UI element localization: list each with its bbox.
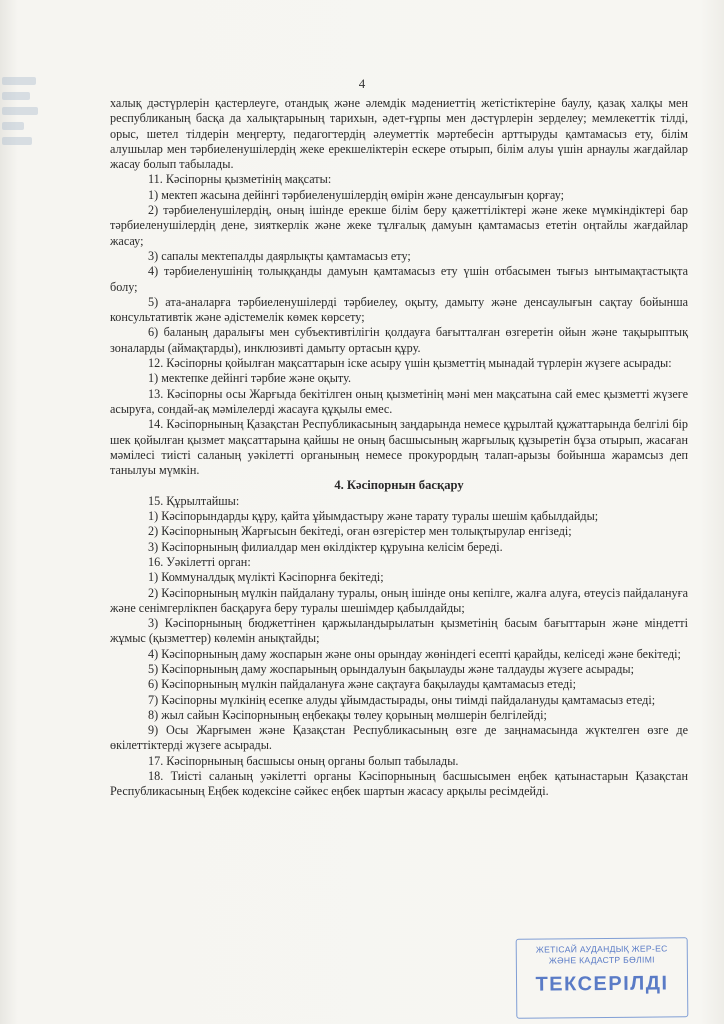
paragraph: 9) Осы Жарғымен және Қазақстан Республикасының өзге де заңнамасында жүктелген өзге де өкілеттіктерді жүзеге асырады. [110, 723, 688, 753]
margin-stamp-fragment [0, 70, 40, 220]
paragraph: 4) Кәсіпорнының даму жоспарын және оны орындау жөніндегі есепті қарайды, келіседі және бекітеді; [148, 646, 681, 661]
paragraph: халық дәстүрлерін қастерлеуге, отандық және әлемдік мәдениеттің жетістіктеріне баулу, қазақ халқы мен республиканың басқа да халықтарының тарихын, әдет-ғұрпы мен дәстүрлерін зерделеу; мемлекеттік тілді, орыс, шетел тілдерін меңгерту, педагогтердің әлеуметтік мәртебесін арттыруды қамтамасыз ету, білім алушылар мен тәрбиеленушілердің жеке ерекшеліктерін ескере отырып, білім алуы үшін арнаулы жағдайлар жасау болып табылады. [110, 96, 688, 172]
page-number: 4 [358, 76, 366, 91]
paragraph: 16. Уәкілетті орган: [148, 554, 251, 569]
paragraph: 15. Құрылтайшы: [148, 493, 240, 508]
paragraph: 1) Кәсіпорындарды құру, қайта ұйымдастыру және тарату туралы шешім қабылдайды; [148, 509, 599, 524]
paragraph: 6) Кәсіпорнының мүлкін пайдалануға және сақтауға бақылауды қамтамасыз етеді; [148, 677, 576, 692]
paragraph: 7) Кәсіпорны мүлкінің есепке алуды ұйымдастырады, оны тиімді пайдалануды қамтамасыз етеді; [148, 692, 656, 707]
paragraph: 13. Кәсіпорны осы Жарғыда бекітілген оның қызметінің мәні мен мақсатына сай емес қызметті жүзеге асыруға, сондай-ақ мәмілелерді жасауға құқылы емес. [110, 386, 688, 416]
document-body [110, 96, 688, 800]
paragraph: 11. Кәсіпорны қызметінің мақсаты: [148, 172, 332, 187]
paragraph: 17. Кәсіпорнының басшысы оның органы болып табылады. [148, 753, 459, 768]
paragraph: 18. Тиісті саланың уәкілетті органы Кәсіпорнының басшысымен еңбек қатынастарын Қазақстан Республикасының Еңбек кодексіне сәйкес еңбек шартын жасасу арқылы ресімдейді. [110, 769, 688, 799]
paragraph: 5) Кәсіпорнының даму жоспарының орындалуын бақылауды және талдауды жүзеге асырады; [148, 661, 634, 676]
paragraph: 8) жыл сайын Кәсіпорнының еңбекақы төлеу қорының мөлшерін белгілейді; [148, 707, 547, 722]
paragraph: 1) мектепке дейінгі тәрбие және оқыту. [148, 371, 351, 386]
paragraph: 2) Кәсіпорнының Жарғысын бекітеді, оған өзгерістер мен толықтырулар енгізеді; [148, 524, 572, 539]
paragraph: 1) Коммуналдық мүлікті Кәсіпорнға бекітеді; [148, 570, 384, 585]
paragraph: 6) баланың даралығы мен субъективтілігін қолдауға бағытталған өзгеретін ойын және тақырыптық зоналарды (аймақтарды), инклюзивті дамыту ортасын құру. [110, 325, 688, 355]
stamp-line-2: ЖӘНЕ КАДАСТР БӨЛІМІ [548, 954, 655, 966]
paragraph: 1) мектеп жасына дейінгі тәрбиеленушілердің өмірін және денсаулығын қорғау; [148, 187, 565, 202]
paragraph: 2) тәрбиеленушілердің, оның ішінде ерекше білім беру қажеттіліктері және жеке мүмкіндіктері бар тәрбиеленушілердің дене, зияткерлік және жеке тұлғалық дамуын қамтамасыз ететін оңтайлы жағдайлар жасау; [110, 203, 688, 248]
paragraph: 3) Кәсіпорнының бюджеттінен қаржыландырылатын қызметінің басым бағыттарын және міндетті жұмыс (қызметтер) көлемін анықтайды; [110, 616, 688, 646]
stamp-line-3: ТЕКСЕРІЛДІ [535, 972, 669, 996]
paragraph: 5) ата-аналарға тәрбиеленушілерді тәрбиелеу, оқыту, дамыту және денсаулығын сақтау бойынша консультативтік және әдістемелік көмек көрсету; [110, 294, 688, 325]
section-title: 4. Кәсіпорнын басқару [334, 478, 464, 493]
paragraph: 3) сапалы мектепалды даярлықты қамтамасыз ету; [148, 248, 411, 263]
paragraph: 4) тәрбиеленушінің толыққанды дамуын қамтамасыз ету үшін отбасымен тығыз ынтымақтастықта болу; [110, 264, 688, 294]
paragraph: 2) Кәсіпорнының мүлкін пайдалану туралы, оның ішінде оны кепілге, жалға алуға, өтеусіз пайдалануға және сенімгерлікпен басқаруға беру туралы шешімдер қабылдайды; [110, 585, 688, 615]
verification-stamp [516, 937, 689, 1018]
paragraph: 12. Кәсіпорны қойылған мақсаттарын іске асыру үшін қызметтің мынадай түрлерін жүзеге асырады: [148, 356, 672, 371]
paragraph: 3) Кәсіпорнының филиалдар мен өкілдіктер құруына келісім береді. [148, 539, 503, 554]
stamp-line-1: ЖЕТІСАЙ АУДАНДЫҚ ЖЕР-ЕС [535, 943, 668, 955]
paragraph: 14. Кәсіпорнының Қазақстан Республикасының заңдарында немесе құрылтай құжаттарында белгілі бір шек қойылған қызмет мақсаттарына қайшы не оның басшысының жарғылық құзыретін бұза отырып, жасаған мәмілесі тиісті саланың уәкілетті органының немесе прокурордың талап-арызы бойынша жарамсыз деп танылуы мүмкін. [110, 417, 688, 478]
